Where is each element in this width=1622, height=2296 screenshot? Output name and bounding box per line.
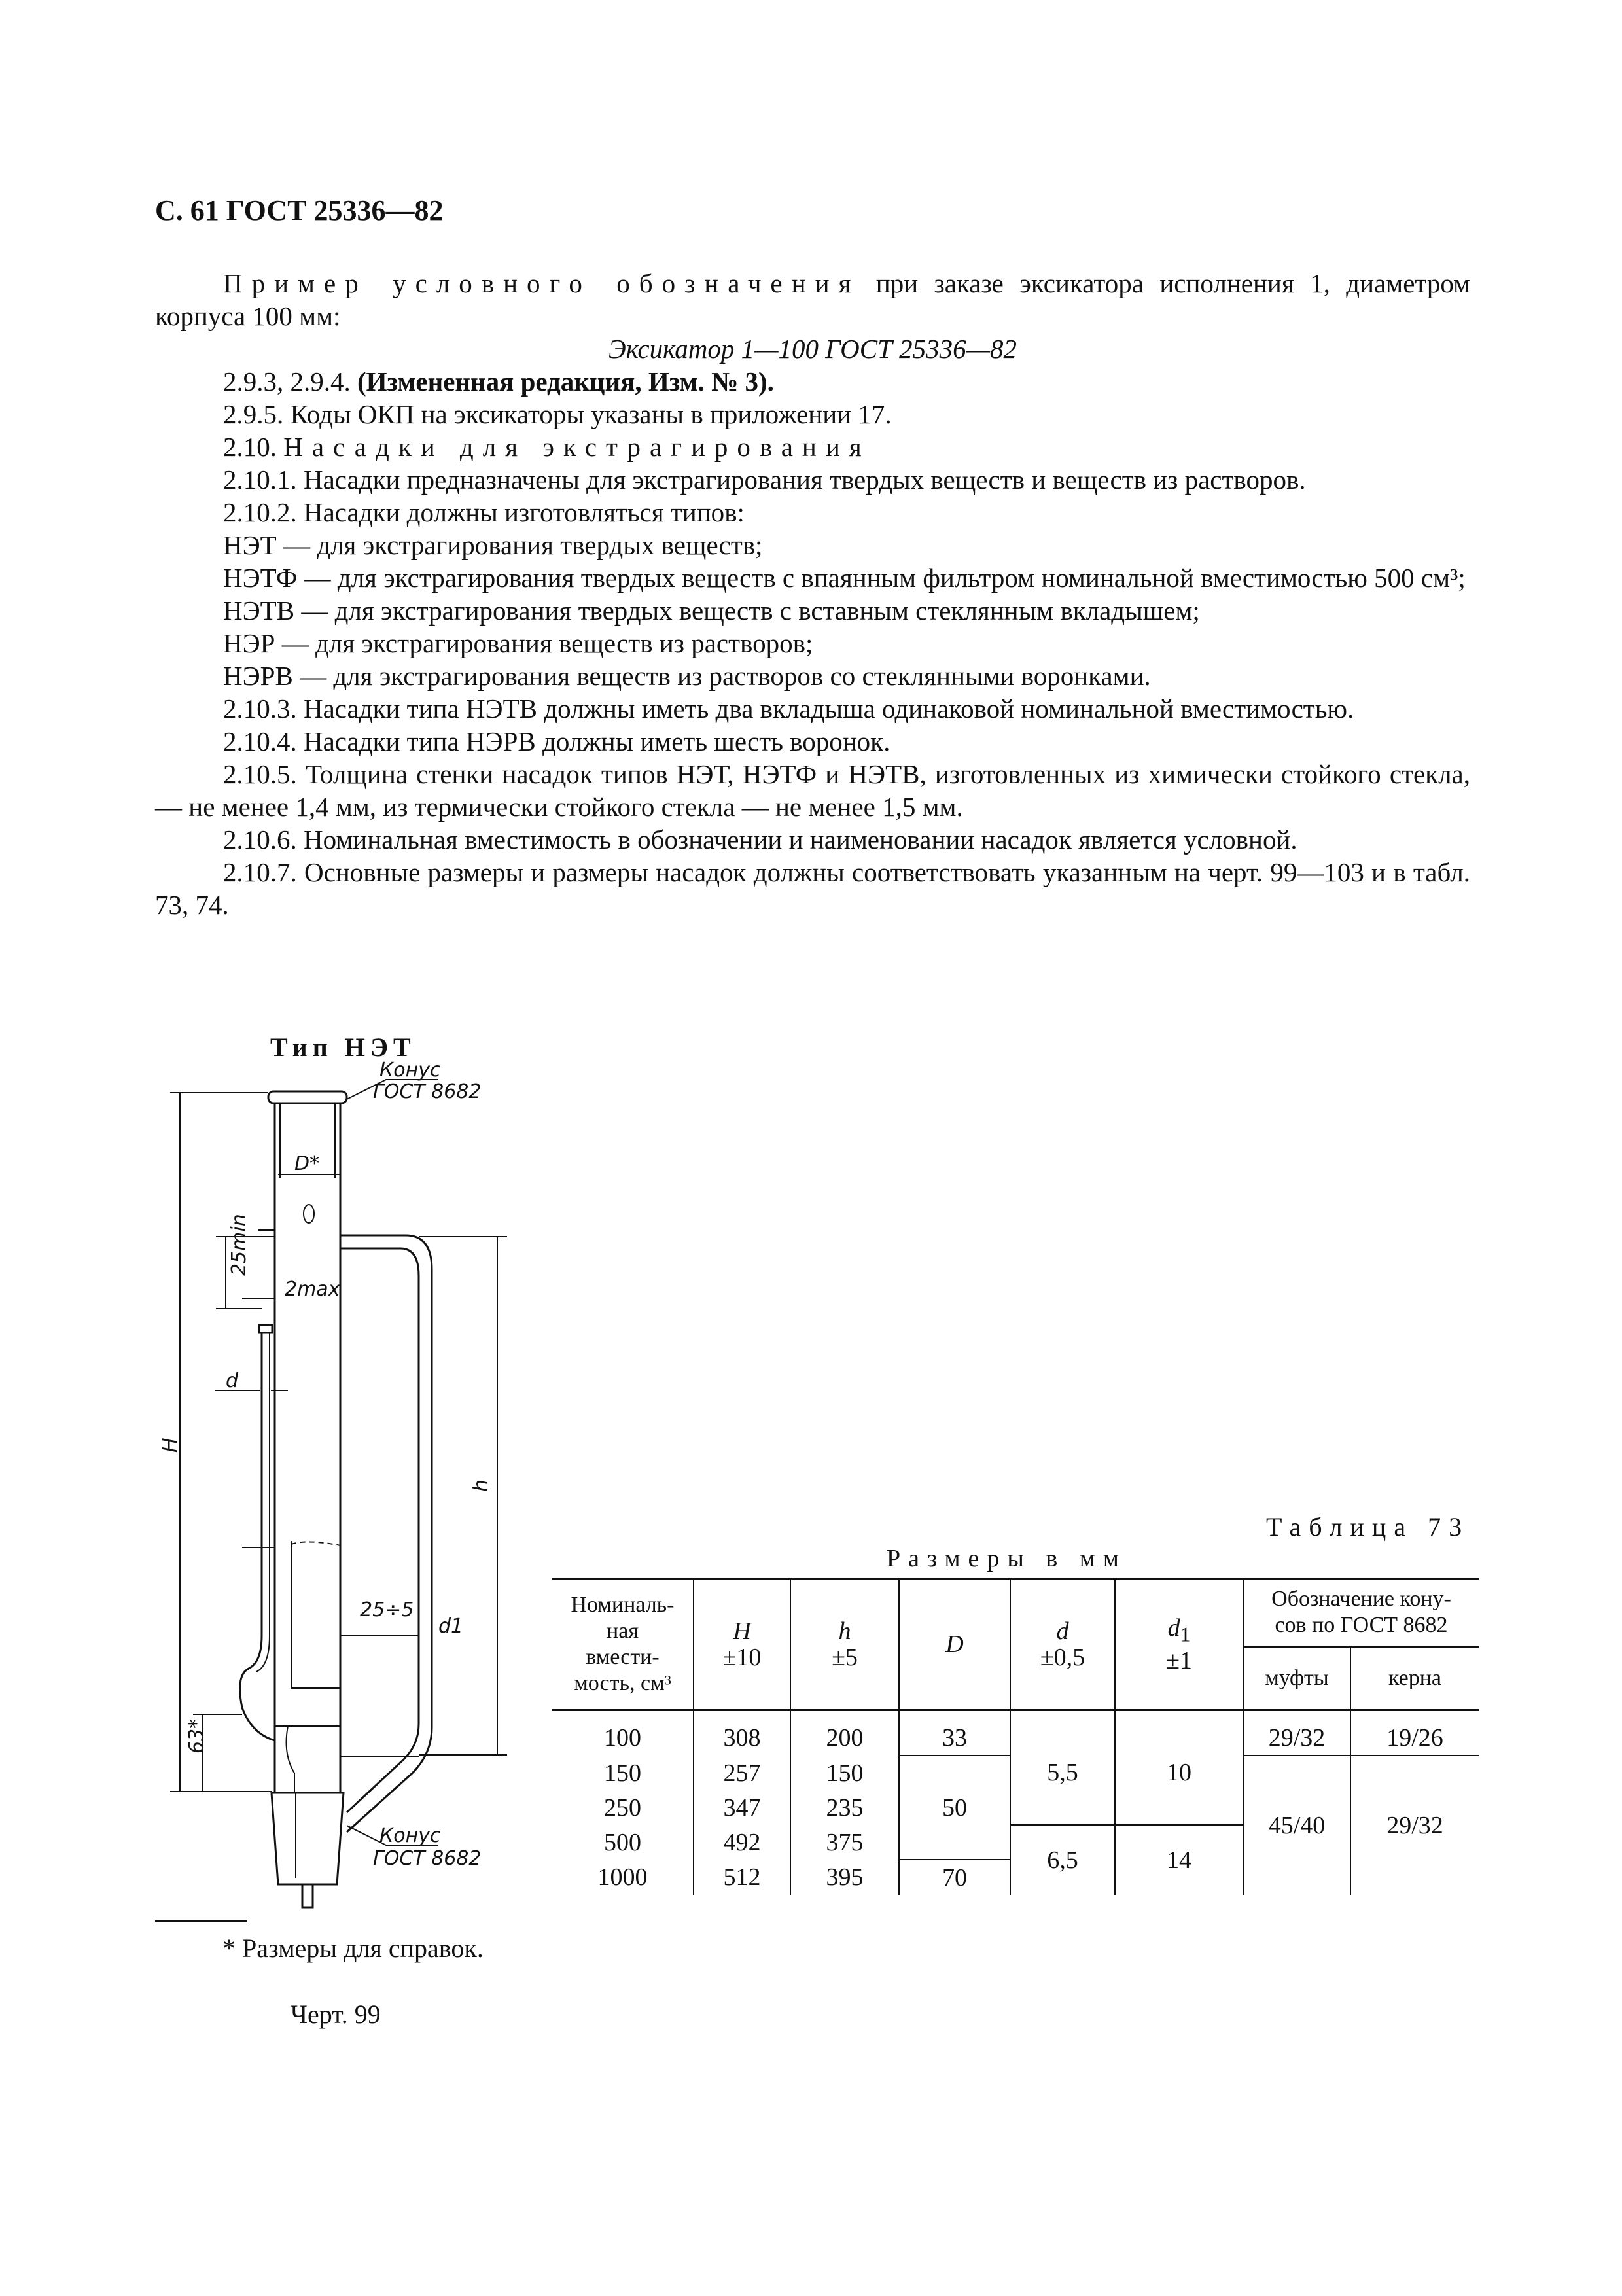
table-row: 250 347 235 bbox=[552, 1790, 1479, 1825]
cone-top-label-1: Конус bbox=[379, 1060, 441, 1082]
table-row: 100 308 200 33 5,5 10 29/32 19/26 bbox=[552, 1710, 1479, 1756]
cone-bottom-label-2: ГОСТ 8682 bbox=[373, 1847, 482, 1870]
p-293-bold: (Измененная редакция, Изм. № 3). bbox=[357, 366, 774, 397]
body-text bbox=[155, 267, 1470, 921]
figure-caption: Черт. 99 bbox=[291, 2000, 381, 2029]
example-designation: Эксикатор 1—100 ГОСТ 25336—82 bbox=[608, 334, 1017, 364]
p-210 bbox=[155, 431, 1470, 463]
type-netv: НЭТВ — для экстрагирования твердых веществ с вставным стеклянным вкладышем; bbox=[223, 595, 1200, 626]
header-h: h ±5 bbox=[790, 1579, 899, 1710]
p-2103: 2.10.3. Насадки типа НЭТВ должны иметь два вкладыша одинаковой номинальной вместимостью. bbox=[223, 694, 1354, 724]
label-d: d bbox=[226, 1369, 239, 1392]
label-63: 63* bbox=[185, 1718, 208, 1754]
example-paragraph bbox=[155, 267, 1470, 332]
p-2101: 2.10.1. Насадки предназначены для экстрагирования твердых веществ и веществ из растворов. bbox=[223, 465, 1306, 495]
label-d1: d1 bbox=[438, 1615, 464, 1638]
dimensions-table bbox=[552, 1578, 1479, 1895]
table-row: 1000 512 395 70 bbox=[552, 1860, 1479, 1895]
header-H: H ±10 bbox=[694, 1579, 790, 1710]
header-d1: $d_1$ ±1 bbox=[1115, 1579, 1243, 1710]
vapor-tube-inner bbox=[340, 1248, 419, 1812]
label-25min: 25min bbox=[228, 1214, 251, 1276]
cone-top-label-2: ГОСТ 8682 bbox=[373, 1080, 482, 1103]
type-net: НЭТ — для экстрагирования твердых веществ; bbox=[223, 530, 763, 560]
figure-title: Тип НЭТ bbox=[270, 1033, 416, 1062]
footnote-rule bbox=[155, 1920, 247, 1922]
type-ner: НЭР — для экстрагирования веществ из растворов; bbox=[223, 628, 813, 658]
table-row: 150 257 150 50 45/40 29/32 bbox=[552, 1756, 1479, 1790]
header-core: керна bbox=[1350, 1646, 1479, 1710]
p-2106: 2.10.6. Номинальная вместимость в обозначении и наименовании насадок является условной. bbox=[223, 824, 1297, 855]
top-collar bbox=[268, 1091, 347, 1103]
p-2104: 2.10.4. Насадки типа НЭРВ должны иметь шесть воронок. bbox=[223, 726, 890, 756]
p-295: 2.9.5. Коды ОКП на эксикаторы указаны в приложении 17. bbox=[223, 399, 892, 429]
table-row: 500 492 375 6,5 14 bbox=[552, 1825, 1479, 1860]
small-hole bbox=[304, 1205, 314, 1223]
header-cones: Обозначение кону- сов по ГОСТ 8682 bbox=[1243, 1579, 1479, 1647]
label-2max: 2max bbox=[285, 1278, 340, 1301]
p-2105: 2.10.5. Толщина стенки насадок типов НЭТ, НЭТФ и НЭТВ, изготовленных из химически стойкого стекла, — не менее 1,4 мм, из термически стойкого стекла — не менее 1,5 мм. bbox=[155, 759, 1470, 822]
p-210-title: Насадки для экстрагирования bbox=[283, 432, 871, 462]
table-subtitle: Размеры в мм bbox=[887, 1545, 1127, 1572]
cone-bottom-label-1: Конус bbox=[379, 1824, 441, 1847]
drawing-svg bbox=[131, 1060, 537, 1924]
label-D: D* bbox=[294, 1152, 320, 1175]
example-rest: при заказе эксикатора исполнения 1, диаметром корпуса 100 мм: bbox=[155, 268, 1471, 331]
page-header: С. 61 ГОСТ 25336—82 bbox=[155, 194, 444, 226]
bottom-cone bbox=[272, 1793, 344, 1884]
label-H: H bbox=[159, 1438, 182, 1453]
type-nerv: НЭРВ — для экстрагирования веществ из растворов со стеклянными воронками. bbox=[223, 661, 1151, 691]
label-h: h bbox=[470, 1479, 493, 1492]
example-spaced: Пример условного обозначения bbox=[223, 268, 860, 298]
header-nominal: Номиналь- ная вмести- мость, см³ bbox=[552, 1579, 694, 1710]
header-d: d ±0,5 bbox=[1010, 1579, 1115, 1710]
extraction-attachment-drawing bbox=[131, 1060, 537, 1924]
p-2102: 2.10.2. Насадки должны изготовляться типов: bbox=[223, 497, 745, 527]
p-293-num: 2.9.3, 2.9.4. bbox=[223, 366, 357, 397]
header-coupling: муфты bbox=[1243, 1646, 1350, 1710]
footnote: * Размеры для справок. bbox=[222, 1934, 484, 1963]
label-range: 25÷5 bbox=[360, 1598, 414, 1621]
header-D: D bbox=[899, 1579, 1010, 1710]
p-2107: 2.10.7. Основные размеры и размеры насадок должны соответствовать указанным на черт. 99—103 и в табл. 73, 74. bbox=[155, 857, 1470, 920]
table-title: Таблица 73 bbox=[1266, 1512, 1470, 1542]
p-293 bbox=[155, 365, 1470, 398]
type-netf: НЭТФ — для экстрагирования твердых веществ с впаянным фильтром номинальной вместимостью 500 см³; bbox=[223, 563, 1466, 593]
p-210-num: 2.10. bbox=[223, 432, 284, 462]
